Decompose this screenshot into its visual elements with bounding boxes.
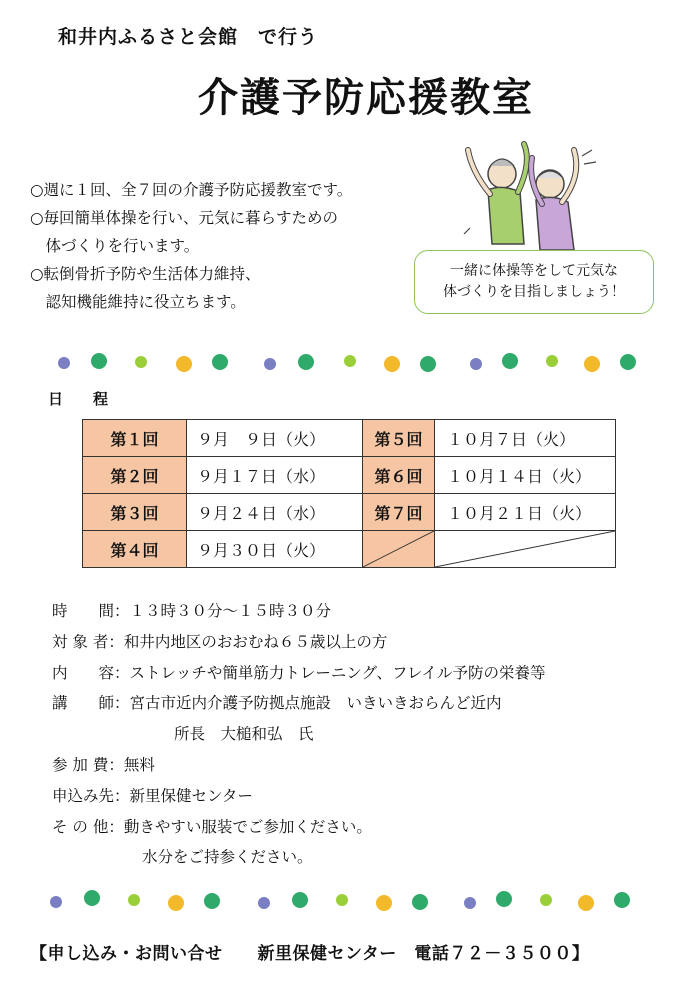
exercise-illustration: [462, 132, 602, 252]
time-value: １３時３０分～１５時３０分: [129, 602, 332, 620]
diagonal-line: [435, 531, 615, 567]
table-row: [83, 420, 616, 457]
detail-row-content: [52, 658, 546, 689]
details-section: [52, 596, 546, 873]
colon: ：: [114, 602, 130, 620]
target-value: 和井内地区のおおむね６５歳以上の方: [123, 632, 388, 651]
target-label: 対 象 者: [52, 632, 109, 651]
table-row: [83, 457, 616, 494]
fee-label: 参 加 費: [52, 755, 109, 774]
table-row: [83, 531, 616, 568]
session-label: 第４回: [83, 531, 187, 568]
empty-cell: [363, 531, 435, 568]
other-note: 水分をご持参ください。: [142, 848, 313, 867]
fee-value: 無料: [123, 755, 155, 774]
session-date: ９月１７日（水）: [187, 457, 363, 494]
session-label: 第７回: [363, 494, 435, 531]
contact-footer: 【申し込み・お問い合せ 新里保健センター 電話７２－３５００】: [30, 944, 590, 964]
session-label: 第２回: [83, 457, 187, 494]
content-value: ストレッチや簡単筋力トレーニング、フレイル予防の栄養等: [129, 663, 546, 682]
apply-value: 新里保健センター: [129, 786, 253, 805]
detail-row-fee: [52, 750, 546, 781]
colon: ：: [108, 755, 124, 774]
bubble-line: 体づくりを目指しましょう！: [443, 284, 625, 300]
detail-row-apply: [52, 781, 546, 812]
colon: ：: [108, 632, 124, 651]
session-label: 第５回: [363, 420, 435, 457]
lecturer-label: 講 師: [52, 694, 115, 713]
apply-label: 申込み先: [52, 786, 115, 805]
detail-row-target: [52, 627, 546, 658]
table-row: [83, 494, 616, 531]
speech-bubble: [414, 250, 654, 314]
intro-line: 体づくりを行います。: [30, 237, 200, 255]
session-date: １０月７日（火）: [435, 420, 616, 457]
intro-line: ○毎回簡単体操を行い、元気に暮らすための: [30, 209, 339, 227]
detail-row-other: [52, 812, 546, 843]
bubble-line: 一緒に体操等をして元気な: [450, 263, 618, 279]
intro-line: 認知機能維持に役立ちます。: [30, 293, 246, 311]
lecturer-name: 所長 大槌和弘 氏: [174, 725, 314, 744]
decorative-dots-top: [0, 348, 693, 378]
time-label: 時 間: [52, 602, 115, 620]
page-title: 介護予防応援教室: [198, 75, 534, 121]
empty-cell: [435, 531, 616, 568]
decorative-dots-bottom: [0, 886, 693, 916]
diagonal-line: [363, 531, 434, 567]
session-date: １０月２１日（火）: [435, 494, 616, 531]
session-date: １０月１４日（火）: [435, 457, 616, 494]
intro-text: [30, 176, 352, 316]
intro-line: ○週に１回、全７回の介護予防応援教室です。: [30, 181, 353, 199]
session-label: 第３回: [83, 494, 187, 531]
session-date: ９月３０日（火）: [187, 531, 363, 568]
content-label: 内 容: [52, 663, 115, 682]
colon: ：: [108, 817, 124, 836]
schedule-label: 日 程: [48, 390, 109, 408]
lecturer-value: 宮古市近内介護予防拠点施設 いきいきおらんど近内: [129, 694, 502, 713]
colon: ：: [114, 694, 130, 713]
intro-line: ○転倒骨折予防や生活体力維持、: [30, 265, 261, 283]
venue-heading: 和井内ふるさと会館 で行う: [58, 26, 319, 48]
other-value: 動きやすい服装でご参加ください。: [123, 817, 372, 836]
session-label: 第１回: [83, 420, 187, 457]
session-label: 第６回: [363, 457, 435, 494]
session-date: ９月 ９日（火）: [187, 420, 363, 457]
detail-row-time: [52, 596, 546, 627]
schedule-table: [82, 419, 616, 568]
detail-row-lecturer: [52, 688, 546, 719]
other-label: そ の 他: [52, 817, 109, 836]
colon: ：: [114, 663, 130, 682]
session-date: ９月２４日（水）: [187, 494, 363, 531]
colon: ：: [114, 786, 130, 805]
